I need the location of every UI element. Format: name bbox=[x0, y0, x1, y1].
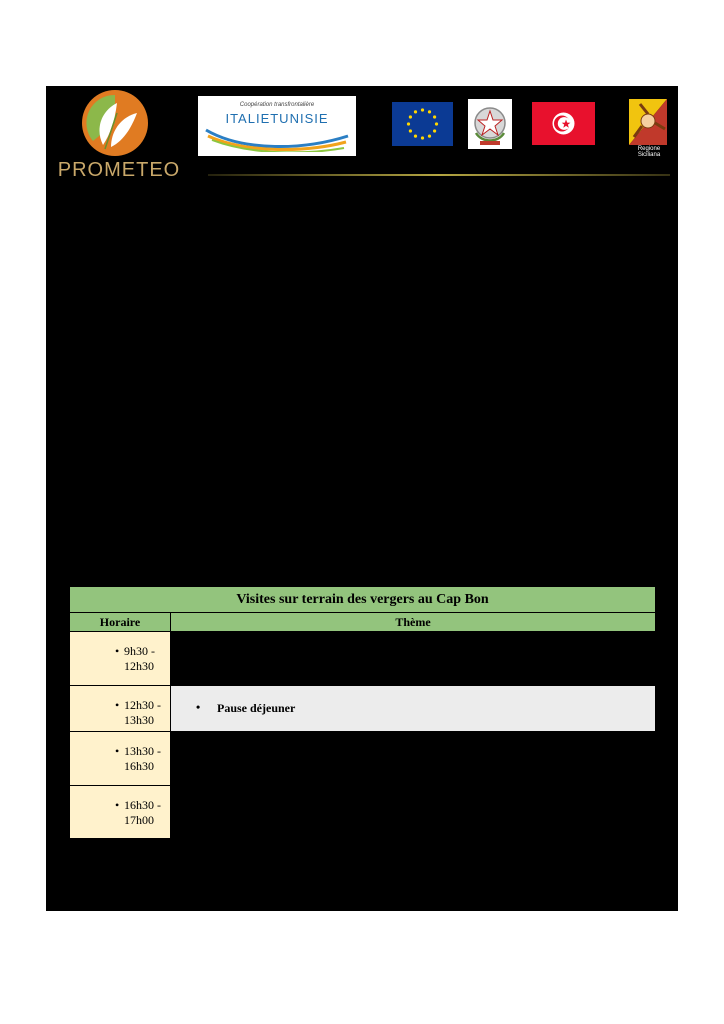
schedule-title: Visites sur terrain des vergers au Cap Bon bbox=[70, 586, 656, 613]
time-start: 13h30 - bbox=[124, 744, 161, 758]
italie-tunisie-logo bbox=[198, 96, 356, 156]
prometeo-leaf-logo bbox=[81, 89, 149, 157]
italian-emblem-icon bbox=[468, 99, 512, 149]
theme-cell bbox=[171, 786, 656, 839]
bullet-icon: • bbox=[115, 798, 120, 812]
theme-cell bbox=[171, 632, 656, 686]
theme-cell bbox=[171, 686, 656, 732]
time-start: 9h30 - bbox=[124, 644, 155, 658]
gold-divider-line bbox=[208, 173, 670, 177]
table-row bbox=[70, 786, 656, 839]
italie-tunisie-swoosh-icon bbox=[204, 126, 350, 152]
time-cell bbox=[70, 632, 171, 686]
bullet-icon: • bbox=[196, 700, 201, 714]
time-start: 16h30 - bbox=[124, 798, 161, 812]
theme-text: Pause déjeuner bbox=[217, 701, 296, 715]
time-cell bbox=[70, 732, 171, 786]
eu-flag-icon bbox=[392, 102, 453, 146]
time-end: 17h00 bbox=[124, 813, 154, 827]
table-row bbox=[70, 686, 656, 732]
schedule-table bbox=[69, 585, 656, 839]
italie-tunisie-title: ITALIETUNISIE bbox=[225, 111, 329, 126]
schedule-title-row bbox=[70, 586, 656, 613]
prometeo-wordmark: PROMETEO bbox=[57, 159, 181, 181]
time-cell bbox=[70, 786, 171, 839]
time-end: 12h30 bbox=[124, 659, 154, 673]
theme-cell bbox=[171, 732, 656, 786]
italie-tunisie-subtitle: Coopération transfrontalière bbox=[239, 102, 315, 108]
bullet-icon: • bbox=[115, 698, 120, 712]
sicily-region-caption: Regione Siciliana bbox=[637, 146, 661, 158]
time-start: 12h30 - bbox=[124, 698, 161, 712]
tunisia-flag-icon bbox=[532, 102, 595, 145]
time-end: 13h30 bbox=[124, 713, 154, 727]
column-header-time: Horaire bbox=[70, 613, 171, 632]
column-header-theme: Thème bbox=[171, 613, 656, 632]
table-row bbox=[70, 632, 656, 686]
bullet-icon: • bbox=[115, 744, 120, 758]
time-end: 16h30 bbox=[124, 759, 154, 773]
time-cell bbox=[70, 686, 171, 732]
schedule-header-row bbox=[70, 613, 656, 632]
table-row bbox=[70, 732, 656, 786]
bullet-icon: • bbox=[115, 644, 120, 658]
